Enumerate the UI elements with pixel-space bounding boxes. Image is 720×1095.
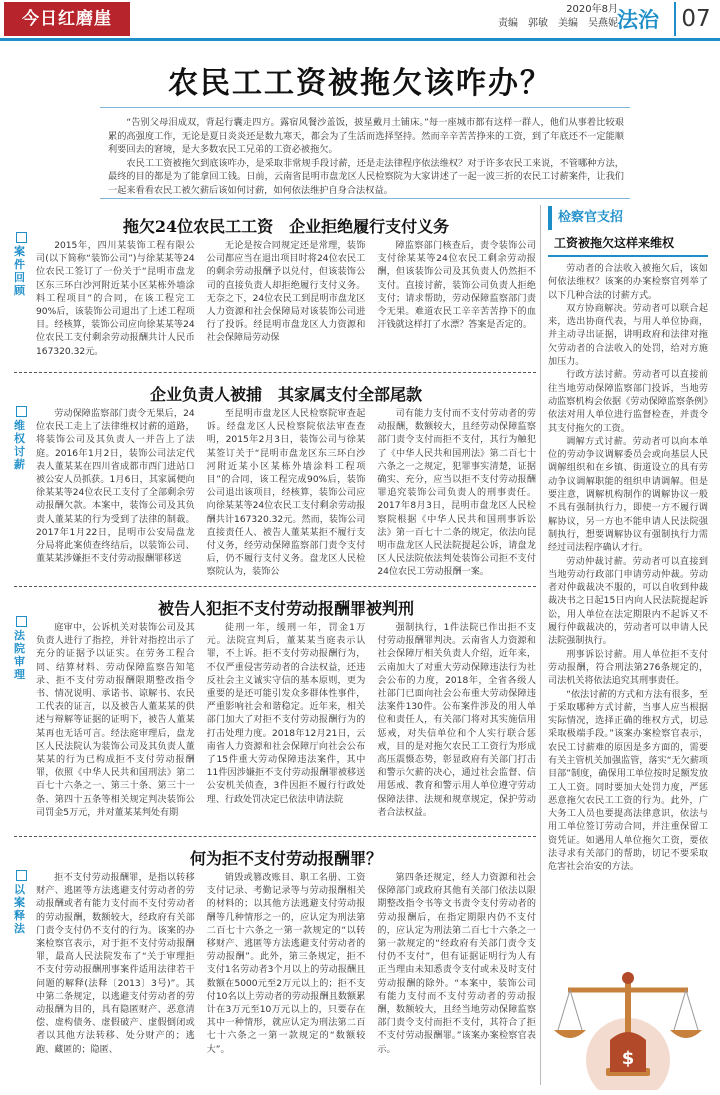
article-column: 2015年，四川某装饰工程有限公司(以下简称“装饰公司”)与徐某某等24位农民工签订了一份关于“昆明市盘龙区东三环白沙河附近某小区某栋外墙涂料工程项目”的合同，在该工程完工90%后，该装饰公司退出了上述工程项目。经核算，装饰公司应向徐某某等24位农民工支付剩余劳动报酬共计人民币167320.32元。 <box>36 241 195 357</box>
tag-rights-protection: 维权讨薪 <box>14 406 30 471</box>
editors-line: 责编 郭敏 美编 吴燕妮 <box>498 18 618 29</box>
sidebar-prosecutor-tips <box>548 206 708 923</box>
sidebar-body <box>548 263 708 923</box>
section-divider <box>14 372 536 373</box>
article-title: 被告人犯拒不支付劳动报酬罪被判刑 <box>157 599 414 618</box>
article-columns <box>36 408 536 594</box>
tag-court-trial: 法院审理 <box>14 616 30 681</box>
sidebar-paragraph: 劳动者的合法收入被拖欠后，该如何依法维权？该案的办案检察官列举了以下几种合法的讨薪方式。 <box>548 264 708 301</box>
intro-text <box>108 116 624 197</box>
tag-law-explained: 以案释法 <box>14 870 30 935</box>
sidebar-title: 工资被拖欠这样来维权 <box>554 236 675 250</box>
article-title: 何为拒不支付劳动报酬罪？ <box>189 849 382 868</box>
article-columns <box>36 622 536 834</box>
page-number: 07 <box>674 2 716 36</box>
sidebar-rule <box>548 255 708 257</box>
column-separator <box>540 205 541 1085</box>
article-title: 拖欠24位农民工工资 企业拒绝履行支付义务 <box>122 217 450 236</box>
article-column: 第四条还规定，经人力资源和社会保障部门或政府其他有关部门依法以限期整改指令书等文书责令支付劳动者的劳动报酬后，在指定期限内仍不支付的，应认定为刑法第二百七十六条之一第一款规定的“经政府有关部门责令支付仍不支付”，但有证据证明行为人有正当理由未知悉责令支付或未及时支付劳动报酬的除外。“本案中，装饰公司有能力支付而不支付劳动者的劳动报酬，数额较大，且经当地劳动保障监察部门责令支付而拒不支付，其符合了拒不支付劳动报酬罪。”该案办案检察官表示。 <box>377 873 537 1055</box>
article-column: 销毁或篡改账目、职工名册、工资支付记录、考勤记录等与劳动报酬相关的材料的；以其他方法逃避支付劳动报酬等几种情形之一的，应认定为刑法第二百七十六条之一第一款规定的“以转移财产、逃匿等方法逃避支付劳动者的劳动报酬”。此外，第三条规定，拒不支付1名劳动者3个月以上的劳动报酬且数额在5000元至2万元以上的；拒不支付10名以上劳动者的劳动报酬且数额累计在3万元至10万元以上的，只要存在其中一种情形，就应认定为刑法第二百七十六条之一第一款规定的“数额较大”。 <box>206 873 366 1055</box>
section-name: 法治 <box>617 8 659 32</box>
article-columns <box>36 872 536 1092</box>
section-divider <box>14 586 536 587</box>
article-column: 至昆明市盘龙区人民检察院审查起诉。经盘龙区人民检察院依法审查查明，2015年2月3日，装饰公司与徐某某签订关于“昆明市盘龙区东三环白沙河附近某小区某栋外墙涂料工程项目”的合同，该工程完成90%后，装饰公司退出该项目，经核算，装饰公司应向徐某某等24位农民工支付剩余劳动报酬共计167320.32元。然而，装饰公司直接责任人、被告人董某某拒不履行支付义务，经劳动保障监察部门责令支付后，仍不履行支付义务。盘龙区人民检察院认为，装饰公 <box>206 409 366 578</box>
sidebar-paragraph: 调解方式讨薪。劳动者可以向本单位的劳动争议调解委员会或向基层人民调解组织和在乡镇、街道设立的具有劳动争议调解职能的组织申请调解。但是要注意，调解机构制作的调解协议一般不具有强制执行力，即使一方不履行调解协议，另一方也不能申请人民法院强制执行，想要调解协议有强制执行力需经过司法程序确认才行。 <box>548 436 708 554</box>
article-title: 企业负责人被捕 其家属支付全部尾款 <box>149 385 422 404</box>
right-pan-icon <box>670 1030 702 1038</box>
article-column: 司有能力支付而不支付劳动者的劳动报酬，数额较大，且经劳动保障监察部门责令支付而拒不支付，其行为触犯了《中华人民共和国刑法》第二百七十六条之一之规定，犯罪事实清楚，证据确实、充分，应当以拒不支付劳动报酬罪追究装饰公司负责人的刑事责任。2017年8月3日，昆明市盘龙区人民检察院根据《中华人民共和国刑事诉讼法》第一百七十二条的规定，依法向昆明市盘龙区人民法院提起公诉，请盘龙区人民法院依法判处装饰公司拒不支付24位农民工劳动报酬一案。 <box>377 409 537 578</box>
header-meta <box>440 3 618 31</box>
tag-box-icon <box>16 232 27 243</box>
left-pan-icon <box>554 1030 586 1038</box>
scale-top-icon <box>622 972 634 984</box>
issue-date: 2020年8月 <box>566 4 618 15</box>
sidebar-paragraph: “依法讨薪的方式和方法有很多，至于采取哪种方式讨薪，当事人应当根据实际情况，选择正确的维权方式，切忌采取极端手段。”该案办案检察官表示，农民工讨薪难的原因是多方面的，需要有关主管机关加强监管，落实“无欠薪项目部”制度，确保用工单位按时足额发放工人工资。同时要加大处罚力度，严惩恶意拖欠农民工工资的行为。此外，广大务工人员也要提高法律意识，依法与用工单位签订劳动合同，并注重保留工资凭证。如遇用人单位拖欠工资，要依法寻求有关部门的帮助，切记不要采取危害社会治安的方法。 <box>548 689 708 873</box>
article-column: 劳动保障监察部门责令无果后，24位农民工走上了法律维权讨薪的道路，将装饰公司及其负责人一并告上了法庭。2016年1月2日，装饰公司法定代表人董某某在四川省成都市西门进站口被公安人员抓获。1月6日，其家属便向徐某某等24位农民工支付了全部剩余劳动报酬欠款。本案中，装饰公司及其负责人董某某的行为受到了法律的制裁。2017年1月22日，昆明市公安局盘龙分局将此案侦查终结后，以装饰公司、董某某涉嫌拒不支付劳动报酬罪移送 <box>36 409 195 565</box>
article-column: 无论是按合同规定还是常理，装饰公司都应当在退出项目时将24位农民工的剩余劳动报酬予以兑付，但该装饰公司的直接负责人却拒绝履行支付义务。无奈之下，24位农民工到昆明市盘龙区人力资源和社会保障局对该装饰公司进行了投诉。经昆明市盘龙区人力资源和社会保障局劳动保 <box>206 241 366 344</box>
page-header <box>0 0 720 42</box>
tag-box-icon <box>16 870 27 881</box>
dollar-sign-icon: $ <box>621 1048 635 1069</box>
article-column: 障监察部门核查后，责令装饰公司支付徐某某等24位农民工剩余劳动报酬，但该装饰公司及其负责人仍然拒不支付。直接讨薪，装饰公司负责人拒绝支付；请求帮助，劳动保障监察部门责令无果。难道农民工辛辛苦苦挣下的血汗钱就这样打了水漂？答案是否定的。 <box>377 241 537 331</box>
sidebar-paragraph: 刑事诉讼讨薪。用人单位拒不支付劳动报酬，符合刑法第276条规定的，司法机关将依法追究其刑事责任。 <box>548 649 708 687</box>
article-column: 庭审中，公诉机关对装饰公司及其负责人进行了指控，并针对指控出示了充分的证据予以证实。在劳务工程合同、结算材料、劳动保障监察告知笔录、拒不支付劳动报酬限期整改指令书、情况说明、承诺书、谅解书、农民工代表的证言，以及被告人董某某的供述与辩解等证据的证明下，被告人董某某再也无话可言。经法庭审理后，盘龙区人民法院认为装饰公司及其负责人董某某的行为已构成拒不支付劳动报酬罪，依照《中华人民共和国刑法》第二百七十六条之一、第三十条、第三十一条、第四十五条等相关规定判决装饰公司罚金5万元，并对董某某判处有期 <box>36 623 195 818</box>
tag-box-icon <box>16 616 27 627</box>
sidebar-header: 检察官支招 <box>548 206 708 230</box>
sidebar-paragraph: 双方协商解决。劳动者可以联合起来，选出协商代表，与用人单位协商，并主动寻出证据，讲明政府和法律对拖欠劳动者的合法收入的处罚，给对方施加压力。 <box>548 303 708 368</box>
intro-paragraph: 农民工工资被拖欠到底该咋办，是采取非常规手段讨薪，还是走法律程序依法维权？对于许多农民工来说，不管哪种方法，最终的目的都是为了能拿回工钱。日前，云南省昆明市盘龙区人民检察院为大家讲述了一起一波三折的农民工讨薪案件，让我们一起来看看农民工被欠薪后该如何讨薪，如何依法维护自身合法权益。 <box>108 157 624 196</box>
justice-scales-illustration <box>548 960 708 1090</box>
section-divider <box>14 836 536 837</box>
article-columns <box>36 240 536 370</box>
article-column: 徒刑一年，缓刑一年，罚金1万元。法院宣判后，董某某当庭表示认罪，不上诉。拒不支付劳动报酬行为，不仅严重侵害劳动者的合法权益，还违反社会主义诚实守信的基本原则，更为重要的是还可能引发众多群体性事件，严重影响社会和谐稳定。近年来，相关部门加大了对拒不支付劳动报酬行为的打击处理力度。2018年12月21日，云南省人力资源和社会保障厅向社会公布了15件重大劳动保障违法案件，其中11件因涉嫌拒不支付劳动报酬罪被移送公安机关侦查，3件因拒不履行行政处理、行政处罚决定已依法申请法院 <box>206 623 366 805</box>
newspaper-logo: 今日红磨崖 <box>4 2 130 36</box>
tag-box-icon <box>16 406 27 417</box>
article-column: 强制执行，1件法院已作出拒不支付劳动报酬罪判决。云南省人力资源和社会保障厅相关负责人介绍，近年来，云南加大了对重大劳动保障违法行为社会公布的力度，2018年，全省各级人社部门已面向社会公布重大劳动保障违法案件130件。公布案件涉及的用人单位和责任人，有关部门将对其实施信用惩戒，对失信单位和个人实行联合惩戒，目的是对拖欠农民工工资行为形成高压震慑态势，彰显政府有关部门打击和警示欠薪的决心，通过社会监督、信用惩戒、教育和警示用人单位遵守劳动保障法律、法规和规章规定，保护劳动者合法权益。 <box>377 623 537 818</box>
main-headline: 农民工工资被拖欠该咋办？ <box>168 66 552 101</box>
sidebar-paragraph: 劳动仲裁讨薪。劳动者可以直接到当地劳动行政部门申请劳动仲裁。劳动者对仲裁裁决不服的，可以自收到仲裁裁决书之日起15日内向人民法院提起诉讼，用人单位在法定期限内不起诉又不履行仲裁裁决的，劳动者可以申请人民法院强制执行。 <box>548 556 708 647</box>
header-rule <box>0 38 720 41</box>
tag-case-review: 案件回顾 <box>14 232 30 297</box>
article-column: 拒不支付劳动报酬罪，是指以转移财产、逃匿等方法逃避支付劳动者的劳动报酬或者有能力支付而不支付劳动者的劳动报酬，数额较大，经政府有关部门责令支付仍不支付的行为。该案的办案检察官表示，对于拒不支付劳动报酬罪，最高人民法院发布了“关于审理拒不支付劳动报酬刑事案件适用法律若干问题的解释(法释〔2013〕3号)”。其中第二条规定，以逃避支付劳动者的劳动报酬为目的，具有隐匿财产、恶意清偿、虚构债务、虚假破产、虚假倒闭或者以其他方法转移、处分财产的；逃跑、藏匿的；隐匿、 <box>36 873 195 1055</box>
sidebar-paragraph: 行政方法讨薪。劳动者可以直接前往当地劳动保障监察部门投诉，当地劳动监察机构会依据《劳动保障监察条例》依法对用人单位进行监督检查，并责令其支付拖欠的工资。 <box>548 370 708 434</box>
intro-paragraph: “告别父母泪成双，背起行囊走四方。露宿风餐沙盖饭，披星戴月土铺床。”每一座城市都有这样一群人，他们从事着比较艰累的高强度工作，无论是夏日炎炎还是数九寒天，都会为了生活而选择坚持。然而辛辛苦苦挣来的工资，到了年底还不一定能顺利要回去的窘境，是大多数农民工兄弟的工资必被拖欠。 <box>108 117 624 155</box>
